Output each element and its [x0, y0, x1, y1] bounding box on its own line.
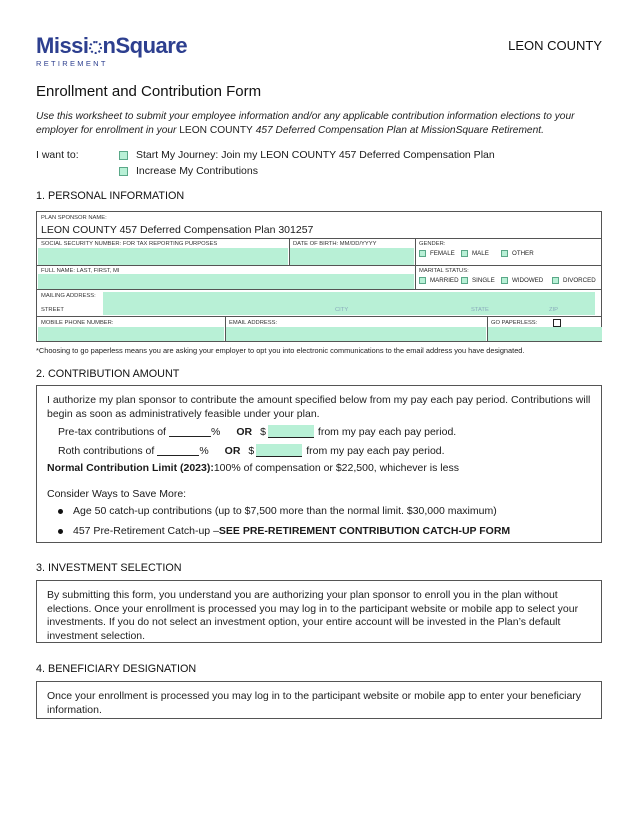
gender-other[interactable]: OTHER: [501, 250, 534, 257]
zip-label: ZIP: [549, 307, 559, 313]
i-want-label: I want to:: [36, 149, 79, 161]
roth-percent-field[interactable]: [157, 446, 199, 456]
option-increase-contributions[interactable]: Increase My Contributions: [119, 165, 258, 177]
marital-married[interactable]: MARRIED: [419, 277, 459, 284]
gender-female[interactable]: FEMALE: [419, 250, 455, 257]
sun-icon: [89, 41, 102, 54]
ways-to-save-label: Consider Ways to Save More:: [47, 488, 187, 500]
county-name: LEON COUNTY: [508, 38, 602, 53]
pretax-dollar-field[interactable]: [268, 425, 314, 438]
increase-contributions-checkbox[interactable]: [119, 167, 128, 176]
paperless-fill: [488, 327, 602, 341]
mailing-address-row: [37, 290, 601, 317]
single-checkbox[interactable]: [461, 277, 468, 284]
mobile-label: MOBILE PHONE NUMBER:: [41, 320, 114, 326]
widowed-checkbox[interactable]: [501, 277, 508, 284]
paperless-label: GO PAPERLESS:: [491, 320, 538, 326]
missionsquare-logo: [36, 34, 187, 68]
pretax-row: Pre-tax contributions of % OR $ from my pay each pay period.: [58, 425, 457, 438]
plan-sponsor-row: [37, 212, 601, 239]
marital-divorced[interactable]: DIVORCED: [552, 277, 596, 284]
intro-text: Use this worksheet to submit your employee information and/or any applicable contribution information elections to your employer for enrollment in your LEON COUNTY 457 Deferred Compensation Plan at MissionSquare Retirement.: [36, 111, 575, 136]
plan-sponsor-label: PLAN SPONSOR NAME:: [41, 215, 107, 221]
ssn-label: SOCIAL SECURITY NUMBER: FOR TAX REPORTING PURPOSES: [41, 241, 218, 247]
section-heading-contribution: 2. CONTRIBUTION AMOUNT: [36, 368, 180, 380]
contribution-limit: Normal Contribution Limit (2023): 100% of compensation or $22,500, whichever is less: [47, 462, 459, 474]
full-name-label: FULL NAME: LAST, FIRST, MI: [41, 268, 120, 274]
paperless-footnote: *Choosing to go paperless means you are asking your employer to opt you into electronic communications to the email address you have designated.: [36, 346, 525, 355]
city-label: CITY: [335, 307, 349, 313]
beneficiary-text: Once your enrollment is processed you may log in to the participant website or mobile app to enter your beneficiary information.: [47, 690, 582, 716]
female-checkbox[interactable]: [419, 250, 426, 257]
logo-wordmark: Missi nSquare: [36, 33, 188, 58]
ssn-row: [37, 239, 601, 266]
pretax-percent-field[interactable]: [169, 427, 211, 437]
mailing-address-label: MAILING ADDRESS:: [41, 293, 96, 299]
logo-subtitle: RETIREMENT: [36, 59, 108, 68]
marital-widowed[interactable]: WIDOWED: [501, 277, 543, 284]
email-label: EMAIL ADDRESS:: [229, 320, 278, 326]
male-checkbox[interactable]: [461, 250, 468, 257]
divorced-checkbox[interactable]: [552, 277, 559, 284]
full-name-row: [37, 266, 601, 290]
contact-row: [37, 317, 601, 342]
option-start-journey[interactable]: Start My Journey: Join my LEON COUNTY 457 Deferred Compensation Plan: [119, 149, 495, 161]
roth-row: Roth contributions of % OR $ from my pay each pay period.: [58, 444, 445, 457]
paperless-checkbox[interactable]: [553, 319, 561, 327]
personal-info-table: [36, 211, 602, 342]
section-heading-beneficiary: 4. BENEFICIARY DESIGNATION: [36, 663, 197, 675]
marital-single[interactable]: SINGLE: [461, 277, 495, 284]
start-journey-checkbox[interactable]: [119, 151, 128, 160]
bullet-age50: Age 50 catch-up contributions (up to $7,500 more than the normal limit. $30,000 maximum): [58, 505, 497, 517]
married-checkbox[interactable]: [419, 277, 426, 284]
contribution-intro: I authorize my plan sponsor to contribute the amount specified below from my pay each pay period. Contributions will begin as soon as administratively feasible under your plan.: [47, 394, 591, 420]
beneficiary-box: [36, 681, 602, 719]
page-title: Enrollment and Contribution Form: [36, 83, 262, 100]
gender-label: GENDER:: [419, 241, 446, 247]
mobile-field[interactable]: [38, 327, 224, 341]
gender-male[interactable]: MALE: [461, 250, 489, 257]
section-heading-personal: 1. PERSONAL INFORMATION: [36, 190, 185, 202]
plan-sponsor-value: LEON COUNTY 457 Deferred Compensation Plan 301257: [41, 224, 314, 236]
email-field[interactable]: [226, 327, 486, 341]
roth-dollar-field[interactable]: [256, 444, 302, 457]
investment-box: [36, 580, 602, 643]
investment-text: By submitting this form, you understand you are authorizing your plan sponsor to enroll you in the plan without elections. Once your enrollment is processed you may log in to the participant website or mobile app to select your investments. If you do not select an investment option, your entire account will be invested in the Plan’s default investment selection.: [47, 589, 579, 642]
state-label: STATE: [471, 307, 489, 313]
ssn-field[interactable]: [38, 248, 288, 265]
bullet-pre-retirement: 457 Pre-Retirement Catch-up – SEE PRE-RETIREMENT CONTRIBUTION CATCH-UP FORM: [58, 525, 510, 537]
street-label: STREET: [41, 307, 64, 313]
mailing-address-field[interactable]: [103, 292, 595, 315]
full-name-field[interactable]: [38, 274, 414, 289]
other-checkbox[interactable]: [501, 250, 508, 257]
dob-label: DATE OF BIRTH: MM/DD/YYYY: [293, 241, 377, 247]
section-heading-investment: 3. INVESTMENT SELECTION: [36, 562, 182, 574]
dob-field[interactable]: [290, 248, 414, 265]
marital-label: MARITAL STATUS:: [419, 268, 469, 274]
